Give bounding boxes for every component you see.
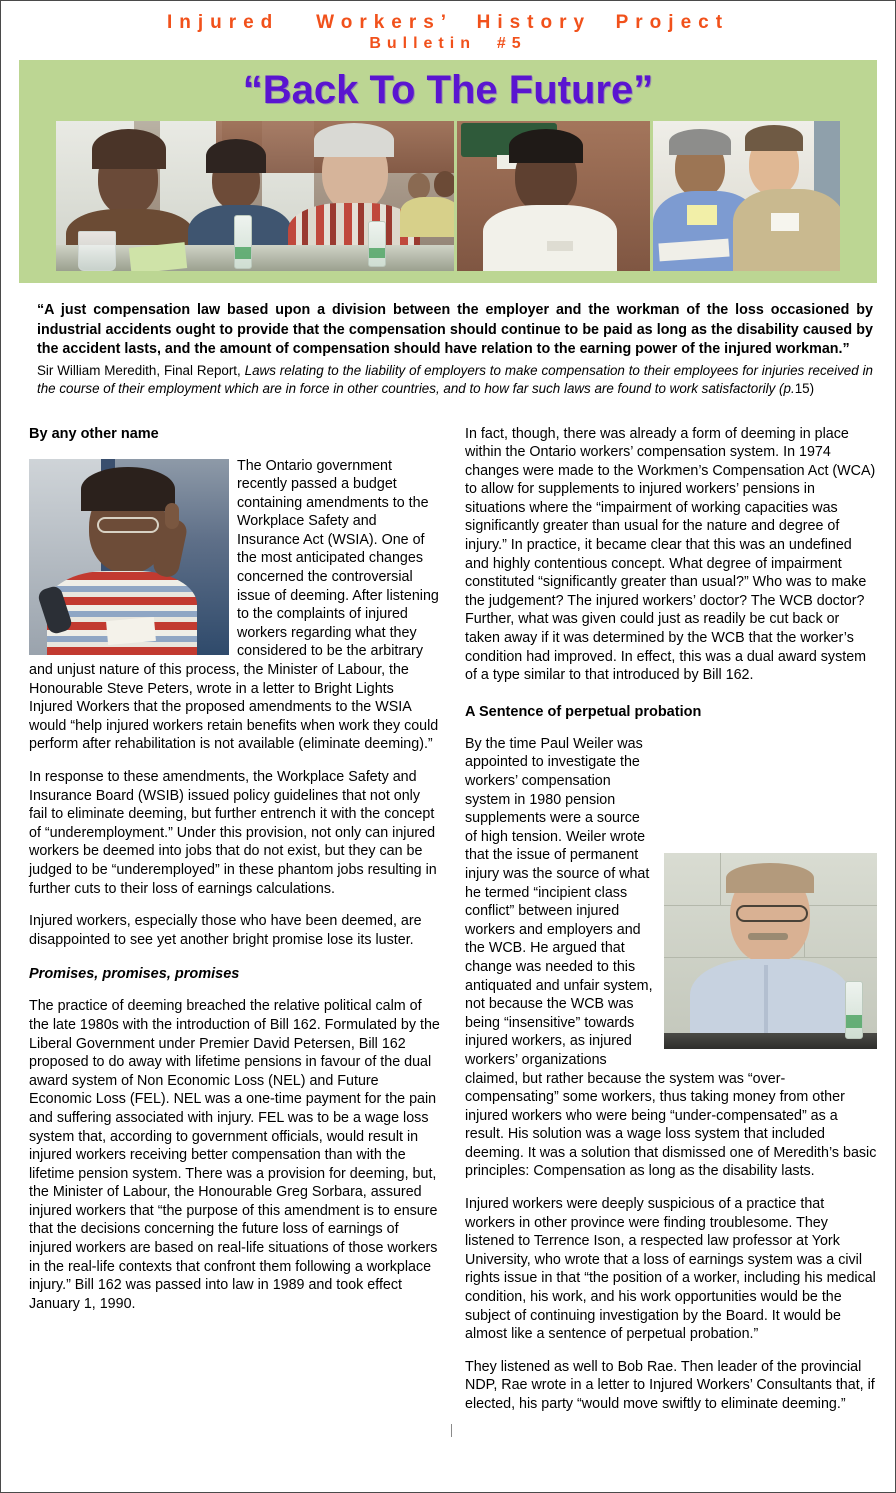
banner-photo-conference-attendees-table: [56, 121, 454, 271]
banner-title: “Back To The Future”: [242, 68, 654, 112]
banner-photo-strip: [56, 121, 840, 271]
masthead-subtitle: Bulletin #5: [369, 35, 527, 52]
left-column-para-1: The Ontario government recently passed a budget containing amendments to the Workplace Safety and Insurance Act (WSIA). One of the most anticipated changes concerned the controversial issue of deeming. After listening to the complaints of injured workers regarding what they considered to be the arbitrary and unjust nature of this process, the Minister of Labour, the Honourable Steve Peters, wrote in a letter to Bright Lights Injured Workers that the proposed amendments to the WSIA would “help injured workers retain benefits when work they could perform after rehabilitation is not available (eliminate deeming).”: [29, 457, 439, 753]
quote-attribution-page: 15): [794, 381, 815, 396]
left-column-para-4: The practice of deeming breached the relative political calm of the late 1980s with the introduction of Bill 162. Formulated by the Liberal Government under Premier David Petersen, Bill 162 proposed to do away with lifetime pensions in favour of the dual award system of Non Economic Loss (NEL) and Future Economic Loss (FEL). NEL was a one-time payment for the pain and suffering associated with injury. FEL was to be a wage loss system that, according to government officials, would result in injured workers receiving better compensation than with the lifetime pension system. There was a provision for deeming, but, the Minister of Labour, the Honourable Greg Sorbara, assured injured workers that “the purpose of this amendment is to ensure that the decisions concerning the future loss of earnings of injured workers are based on real-life situations of those workers in the real-life contexts that confront them following a workplace injury.” Bill 162 was passed into law in 1989 and took effect January 1, 1990.: [29, 998, 440, 1312]
banner-photo-woman-in-white-top: [457, 121, 650, 271]
quote-attribution: [37, 362, 873, 399]
banner-photo-two-men-seated: [653, 121, 840, 271]
quote-attribution-title: Laws relating to the liability of employers to make compensation to their employees for injuries received in the course of their employment which are in force in other countries, and to how far such laws are found to work satisfactorily (p.: [37, 362, 873, 396]
quote-text: “A just compensation law based upon a division between the employer and the workman of the loss occasioned by industrial accidents ought to provide that the compensation should continue to be paid as long as the disability caused by the accident lasts, and the amount of compensation should have relation to the earning power of the injured workman.”: [37, 302, 873, 357]
right-column-heading: A Sentence of perpetual probation: [465, 703, 702, 720]
quote-attribution-prefix: Sir William Meredith, Final Report,: [37, 362, 245, 378]
left-column: [29, 425, 441, 1428]
banner: [19, 60, 877, 283]
photo-man-seated-at-table: [664, 853, 877, 1049]
meredith-quote-block: [37, 301, 873, 399]
left-column-heading: By any other name: [29, 425, 159, 442]
right-column-para-1: In fact, though, there was already a form of deeming in place within the Ontario workers’ compensation system. In 1974 changes were made to the Workmen’s Compensation Act (WCA) to allow for supplements to injured workers’ pensions in situations where the “impairment of working capacities was significantly greater than usual for the nature and degree of injury.” In practice, it became clear that this was an undefined and highly contentious concept. What degree of impairment constituted “significantly greater than usual?” Who was to make the judgement? The injured workers’ doctor? The WCB doctor? Further, what was given could just as readily be cut back or taken away if it was determined by the WCB that the worker’s condition had improved. In effect, this was a dual award system of a type similar to that introduced by Bill 162.: [465, 425, 876, 684]
masthead-title: Injured Workers’ History Project: [166, 12, 730, 33]
article-columns: [29, 425, 877, 1428]
right-column-para-2: By the time Paul Weiler was appointed to investigate the workers’ compensation system in 1980 pension supplements were a source of high tension. Weiler wrote that the issue of permanent injury was the source of what he termed “incipient class conflict” between injured workers and employers and the WCB. He argued that change was needed to this antiquated and unfair system, not because the WCB was being “insensitive” towards injured workers, as injured workers’ organizations claimed, but rather because the system was “over-compensating” some workers, thus taking money from other injured workers who were being “under-compensated” as a result. His solution was a wage loss system that included deeming. It was a solution that dismissed one of Meredith’s basic principles: Compensation as long as the disability lasts.: [465, 735, 877, 1180]
left-column-para-3: Injured workers, especially those who have been deemed, are disappointed to see yet another bright promise lose its luster.: [29, 913, 422, 948]
masthead: [1, 1, 895, 56]
left-column-para-2: In response to these amendments, the Workplace Safety and Insurance Board (WSIB) issued policy guidelines that not only fail to eliminate deeming, but further entrench it with the concept of “underemployment.” Under this provision, not only can injured workers be deemed into jobs that do not exist, but they can be judged to be “underemployed” in these phantom jobs resulting in further cuts to their loss of earnings calculations.: [29, 769, 437, 897]
photo-woman-speaking-with-microphone: [29, 459, 229, 655]
left-column-subheading: Promises, promises, promises: [29, 966, 240, 983]
stray-print-mark: [451, 1424, 452, 1437]
right-column-para-4: They listened as well to Bob Rae. Then leader of the provincial NDP, Rae wrote in a letter to Injured Workers’ Consultants that, if elected, his party “would move swiftly to eliminate deeming.”: [465, 1358, 875, 1412]
right-column-para-3: Injured workers were deeply suspicious of a practice that workers in other province were finding troublesome. They listened to Terrence Ison, a respected law professor at York University, who wrote that a loss of earnings system was a civil rights issue in that “the position of a worker, including his medical condition, his work, and his work opportunities would be the subject of continuing investigation by the Board. It would be almost like a sentence of perpetual probation.”: [465, 1196, 876, 1343]
right-column: [465, 425, 877, 1428]
